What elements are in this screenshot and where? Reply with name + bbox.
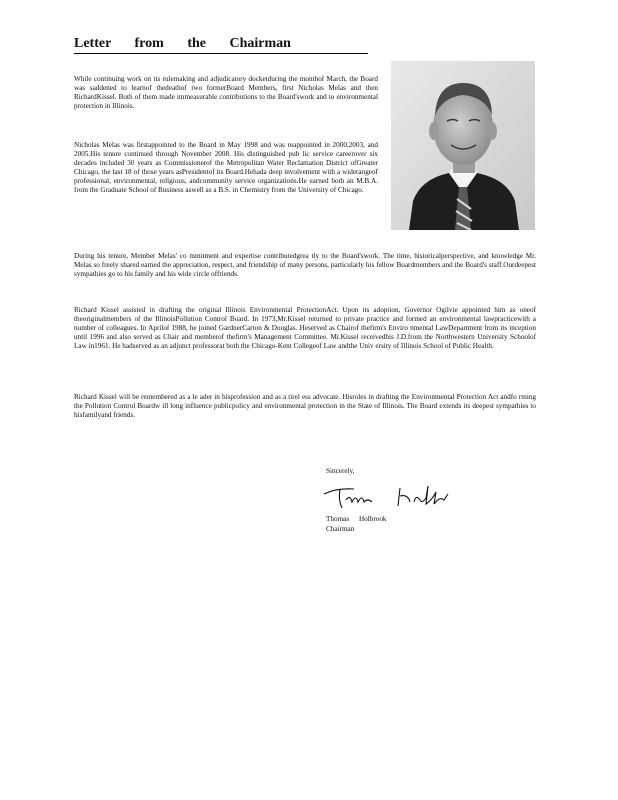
- signer-title: Chairman: [326, 525, 355, 533]
- paragraph-announcement: While continuing work on its rulemaking and adjudicatory docketduring the monthof March, the Board was saddened to learnof thedeathof two formerBoard Members, first Nicholas Melas and then RichardKissel. Both of them made immeasurable contributions to the Board'swork and to environmental protection in Illinois.: [74, 75, 378, 110]
- paragraph-melas-tribute: During his tenure, Member Melas' co mmitment and expertise contributedgrea tly to the Board'swork. The time, historicalperspective, and knowledge Mr. Melas so freely shared earned the appreciation, respect, and friendship of many persons, particularly his fellow Boardmembers and the Board's staff.Ourdeepest sympathies go to his family and his wide circle offriends.: [74, 252, 536, 278]
- signer-name: Thomas Holbrook: [326, 515, 387, 523]
- chairman-portrait-photo: [391, 61, 535, 230]
- paragraph-kissel-biography: Richard Kissel assisted in drafting the original Illinois Environmental ProtectionAct. Upon its adoption, Governor Ogilvie appointed him as oneof theoriginalmembers of the IllinoisPollution Control Board. In 1973,Mr.Kissel returned to private practice and formed an environmental lawpracticewith a number of colleagues. In Aprilof 1988, he joined GardnerCarton & Douglas. Heserved as Chairof thefirm's Enviro nmental LawDepartment from its inception until 1996 and also served as Chair and memberof thefirm's Management Committee. Mr.Kissel receivedhis J.D.from the Northwestern University Schoolof Law in1961. He hadserved as an adjunct professorat both the Chicago-Kent Collegeof Law andthe Univ ersity of Illinois School of Public Health.: [74, 306, 536, 350]
- closing-salutation: Sincerely,: [326, 467, 355, 475]
- paragraph-melas-biography: Nicholas Melas was firstappointed to the Board in May 1998 and was reappointed in 2000,2003, and 2005.His tenure continued through November 2008. His distinguished pub lic service careerover six decades included 30 years as Commissionerof the Metropolitan Water Reclamation District ofGreater Chicago, the last 18 of those years asPresidentof its Board.Hehada deep involvement with a widerangeof professional, environmental, religious, andcommunity service organizations.He earned both an M.B.A. from the Graduate School of Business aswell as a B.S. in Chemistry from the University of Chicago.: [74, 141, 378, 194]
- handwritten-signature-image: [322, 480, 452, 512]
- paragraph-kissel-tribute: Richard Kissel will be remembered as a le ader in hisprofession and as a tirel ess advocate. Hisroles in drafting the Environmental Protection Act andfo rming the Pollution Control Boardw ill long influence publicpolicy and environmental protection in the State of Illinois. The Board extends its deepest sympathies to hisfamilyand friends.: [74, 393, 536, 419]
- page-title: Letter from the Chairman: [74, 36, 368, 54]
